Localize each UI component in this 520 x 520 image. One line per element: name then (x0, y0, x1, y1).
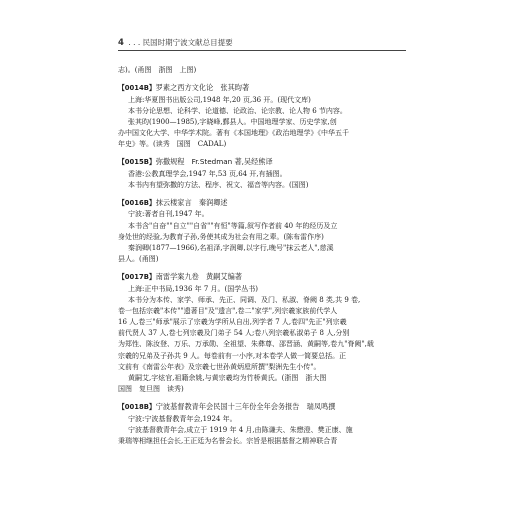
entry-id: 【0017B】 (118, 273, 156, 282)
catalog-entry (118, 401, 406, 447)
entry-list (118, 82, 406, 447)
entry-heading (118, 156, 406, 168)
continuation-line: 志)。(甬图 浙图 上图) (118, 66, 197, 74)
entry-id: 【0018B】 (118, 403, 156, 412)
entry-text-line: 身处世的经验,为教育子孙,务使其成为社会有用之辈。(陈布雷作序) (118, 232, 324, 241)
entry-heading (118, 401, 406, 413)
entry-text-line: 国图 复旦图 读秀) (118, 385, 184, 394)
entry-title: 抹云楼家言 秦润卿述 (155, 198, 228, 208)
catalog-entry (118, 82, 406, 150)
entry-text-line: 本书分论思想、论科学、论道德、论政治、论宗教、论人物 6 节内容。 (128, 106, 347, 115)
entry-text-line: 秦润卿(1877—1966),名祖泽,字润卿,以字行,晚号"抹云老人",慈溪 (128, 243, 334, 252)
book-title: 民国时期宁波文献总目提要 (142, 38, 233, 47)
entry-id: 【0015B】 (118, 158, 156, 167)
entry-text-line: 年史》等。(读秀 国图 CADAL) (118, 140, 227, 149)
entry-id: 【0014B】 (118, 84, 156, 93)
entry-text-line: 卷一包括宗羲"本传""遗著目"及"遗言",卷二"家学",列宗羲家族前代学人 (118, 306, 338, 315)
entry-title: 南雷学案九卷 黄嗣艾编著 (155, 272, 242, 282)
entry-text-line: 办中国文化大学、中华学术院。著有《本国地理》《政治地理学》《中华五千 (118, 129, 349, 138)
entry-text-line: 宁波:著者自刊,1947 年。 (128, 210, 209, 219)
page-number: 4 (118, 38, 124, 48)
entry-text-line: 宁波:宁波基督教青年会,1924 年。 (128, 414, 237, 423)
entry-title: 罗素之西方文化论 张其昀著 (155, 83, 250, 93)
entry-text-line: 本书含"自奋""自立""自省""有恒"等篇,叙写作者前 40 年的经历及立 (128, 221, 338, 230)
entry-text-line: 张其昀(1900—1985),字晓峰,鄞县人。中国地理学家、历史学家,创 (128, 117, 337, 126)
entry-text-line: 县人。(甬图) (118, 255, 159, 264)
entry-text-line: 前代贤人 37 人,卷七列宗羲及门弟子 54 人;卷八列宗羲私淑弟子 8 人,分别 (118, 329, 350, 338)
entry-heading (118, 82, 406, 94)
entry-title: 弥撒规程 Fr.Stedman 著,吴经熊译 (155, 157, 273, 167)
entry-title: 宁波基督教青年会民国十三年份全年会务报告 瑞凤鸣撰 (155, 402, 336, 412)
page (118, 38, 406, 447)
entry-text-line: 秉瑞等相继担任会长,王正廷为名誉会长。宗旨是根据基督之精神联合青 (118, 436, 338, 445)
entry-text-line: 本书分为本传、家学、师承、先正、同调、及门、私淑、脊阙 8 类,共 9 卷, (128, 295, 361, 304)
entry-text-line: 16 人,卷三"师承"展示了宗羲为学所从自出,列学者 7 人,卷四"先正"列宗羲 (118, 318, 347, 327)
entry-text-line: 香港:公教真理学会,1947 年,53 页,64 开,有插图。 (128, 169, 287, 178)
entry-text-line: 黄嗣艾,字炫官,祖籍余姚,与黄宗羲均为竹桥黄氏。(浙图 浙大图 (128, 373, 327, 382)
entry-text-line: 上海:华夏图书出版公司,1948 年,20 页,36 开。(现代文库) (128, 95, 311, 104)
entry-text-line: 宗羲的兄弟及子孙共 9 人。每卷前有一小序,对本卷学人做一简要总括。正 (118, 351, 347, 360)
catalog-entry (118, 271, 406, 395)
entry-text-line: 上海:正中书局,1936 年 7 月。(国学丛书) (128, 284, 258, 293)
entry-heading (118, 271, 406, 283)
entry-id: 【0016B】 (118, 199, 156, 208)
running-head (118, 38, 406, 51)
entry-text-line: 文前有《南雷公年表》及宗羲七世孙黄炳垕所撰"梨洲先生小传"。 (118, 362, 321, 371)
entry-text-line: 宁波基督教青年会,成立于 1919 年 4 月,由陈谦夫、朱懋澄、樊正康、施 (128, 425, 353, 434)
entry-heading (118, 197, 406, 209)
entry-text-line: 本书内有望弥撒的方法、程序、祝文、福音等内容。(国图) (128, 180, 309, 189)
catalog-entry (118, 156, 406, 191)
running-head-separator: . . . (128, 38, 141, 47)
entry-text-line: 为郑性、陈汝登、万乐、万承勋、全祖望、朱彝尊、邵晋涵、黄嗣等,卷九"脊阙",载 (118, 340, 374, 349)
catalog-entry (118, 197, 406, 265)
